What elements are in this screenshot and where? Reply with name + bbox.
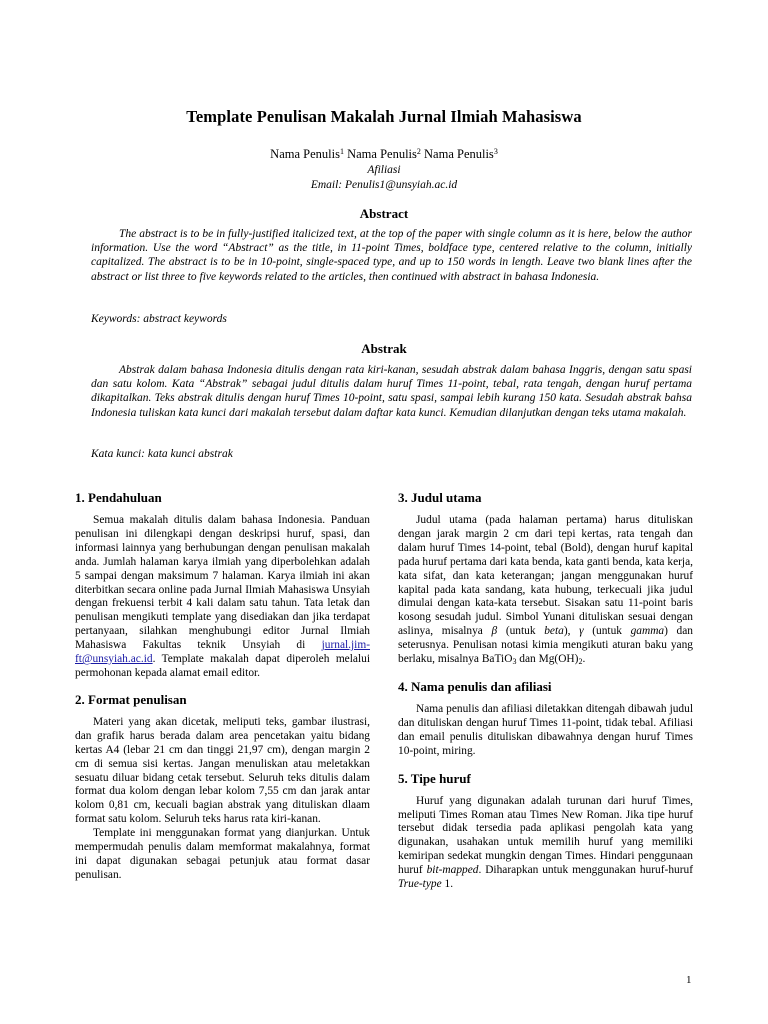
body-text: . Template makalah dapat diperoleh melalui permohonan kepada alamat email editor. [75, 653, 370, 679]
greek-word: gamma [630, 625, 665, 638]
abstract-text: The abstract is to be in fully-justified italicized text, at the top of the paper with single column as it is here, below the author information. Use the word “Abstract” as the title, in 11-point Times, boldface type, centered relative to the column, initially capitalized. The abstract is to be in 10-point, single-spaced type, and up to 150 words in length. Leave two blank lines after the abstract or list three to five keywords related to the articles, then continued with abstract in bahasa Indonesia. [91, 228, 692, 283]
body-text: (untuk [497, 625, 545, 638]
greek-symbol: β [491, 625, 498, 638]
section-body-pendahuluan [75, 514, 370, 681]
body-text: Judul utama (pada halaman pertama) harus dituliskan dengan jarak margin 2 cm dari tepi kertas, rata tengah dan dalam huruf Times 14-point, tebal (Bold), dengan huruf kapital pada huruf pertama dari kata benda, kata ganti benda, kata kerja, kata sifat, dan kata keterangan; jangan menggunakan huruf kapital pada kata sandang, kata hubung, terkecuali jika judul dimulai dengan kata-kata tersebut. Sisakan satu 11-point baris kosong sesudah judul. Simbol Yunani dituliskan sesuai dengan aslinya, misalnya [398, 514, 693, 638]
affiliation-block [0, 163, 768, 193]
author-name: Nama Penulis [270, 147, 340, 161]
body-text: Semua makalah ditulis dalam bahasa Indonesia. Panduan penulisan ini dilengkapi dengan deskripsi huruf, spasi, dan informasi lainnya yang berhubungan dengan penulisan makalah anda. Jumlah halaman karya ilmiah yang diperbolehkan adalah 5 sampai dengan maksimum 7 halaman. Karya ilmiah ini akan diterbitkan secara online pada Jurnal Ilmiah Mahasiswa Unsyiah dengan frekuensi terbit 4 kali dalam satu tahun. Tata letak dan penulisan mengikuti template yang disediakan dan jika terdapat pertanyaan, silahkan menghubungi editor Jurnal Ilmiah Mahasiswa Fakultas teknik Unsyiah di [75, 514, 370, 652]
section-body-format-penulisan: Materi yang akan dicetak, meliputi teks, gambar ilustrasi, dan grafik harus berada dalam area pencetakan yaitu bidang kertas A4 (lebar 21 cm dan tinggi 21,97 cm), dengan margin 2 cm di semua sisi kertas. Jangan menuliskan atau meletakkan sesuatu diluar bidang cetak tersebut. Seluruh teks ditulis dalam format dua kolom dengan lebar kolom 7,55 cm dan jarak antar kolom 0,81 cm, kecuali bagian abstrak yang dituliskan dlaam format satu kolom. Seluruh teks harus rata kiri-kanan. [75, 715, 370, 826]
section-heading-format-penulisan: 2. Format penulisan [75, 691, 187, 707]
section-body-judul-utama [398, 514, 693, 667]
body-text: ), [563, 625, 580, 638]
section-heading-judul-utama: 3. Judul utama [398, 490, 482, 505]
italic-term: True-type [398, 878, 442, 891]
section-body-format-penulisan-2: Template ini menggunakan format yang dianjurkan. Untuk mempermudah penulis dalam memformat makalahnya, format ini dapat digunakan sebagai petunjuk atau format dasar penulisan. [75, 827, 370, 881]
section-heading-tipe-huruf: 5. Tipe huruf [398, 770, 471, 786]
greek-symbol: γ [579, 625, 584, 638]
left-column [75, 490, 370, 883]
body-text: . [582, 653, 586, 666]
section-heading-nama-penulis: 4. Nama penulis dan afiliasi [398, 678, 552, 694]
subscript: 3 [512, 657, 517, 667]
abstract-keywords: Keywords: abstract keywords [91, 313, 227, 325]
section-body-tipe-huruf [398, 795, 693, 892]
body-text: (untuk [583, 625, 631, 638]
body-text: 1. [441, 878, 454, 891]
body-text: . Diharapkan untuk menggunakan huruf-huruf [478, 864, 693, 877]
section-body-nama-penulis: Nama penulis dan afiliasi diletakkan ditengah dibawah judul dan dituliskan dengan huruf Times 11-point, tidak tebal. Afiliasi dan email penulis dituliskan dibawahnya dengan huruf Times 10-point, miring. [398, 702, 693, 757]
right-column [398, 490, 693, 892]
body-text: Huruf yang digunakan adalah turunan dari huruf Times, meliputi Times Roman atau Times New Roman. Jika tipe huruf tersebut didak tersedia pada aplikasi pengolah kata yang digunakan, usahakan untuk memilih huruf yang memiliki kemiripan sedekat mungkin dengan Times. Hindari penggunaan huruf [398, 794, 693, 877]
author-email: Email: Penulis1@unsyiah.ac.id [310, 179, 458, 191]
affiliation: Afiliasi [367, 164, 401, 176]
author-name: Nama Penulis [347, 147, 417, 161]
subscript: 2 [578, 657, 583, 667]
author-line [0, 147, 768, 162]
author-superscript: 1 [339, 147, 344, 156]
page-number: 1 [686, 974, 692, 986]
greek-word: beta [544, 625, 564, 638]
body-text: dan Mg(OH) [516, 653, 579, 666]
author-superscript: 3 [493, 147, 498, 156]
abstrak-text: Abstrak dalam bahasa Indonesia ditulis dengan rata kiri-kanan, sesudah abstrak dalam bahasa Inggris, dengan satu spasi dan satu kolom. Kata “Abstrak” sebagai judul ditulis dalam huruf Times 11-point, tebal, rata tengah, dengan huruf pertama dikapitalkan. Teks abstrak ditulis dengan huruf Times 10-point, satu spasi, sampai lebih kurang 150 kata. Sesudah abstrak bahsa Indonesia tuliskan kata kunci dari makalah tersebut dalam daftar kata kunci. Kemudian dilanjutkan dengan teks utama makalah. [91, 364, 692, 419]
editor-email-link[interactable]: jurnal.jim-ft@unsyiah.ac.id [75, 639, 370, 666]
author-superscript: 2 [416, 147, 421, 156]
abstrak-heading: Abstrak [361, 341, 407, 356]
italic-term: bit-mapped [426, 864, 479, 877]
author-name: Nama Penulis [424, 147, 494, 161]
section-heading-pendahuluan: 1. Pendahuluan [75, 490, 162, 505]
body-text: ) dan seterusnya. Penulisan notasi kimia mengikuti aturan baku yang berlaku, misalnya BaTiO [398, 625, 694, 666]
abstrak-keywords: Kata kunci: kata kunci abstrak [91, 448, 233, 460]
paper-title: Template Penulisan Makalah Jurnal Ilmiah Mahasiswa [186, 107, 582, 126]
abstract-heading: Abstract [359, 206, 409, 221]
